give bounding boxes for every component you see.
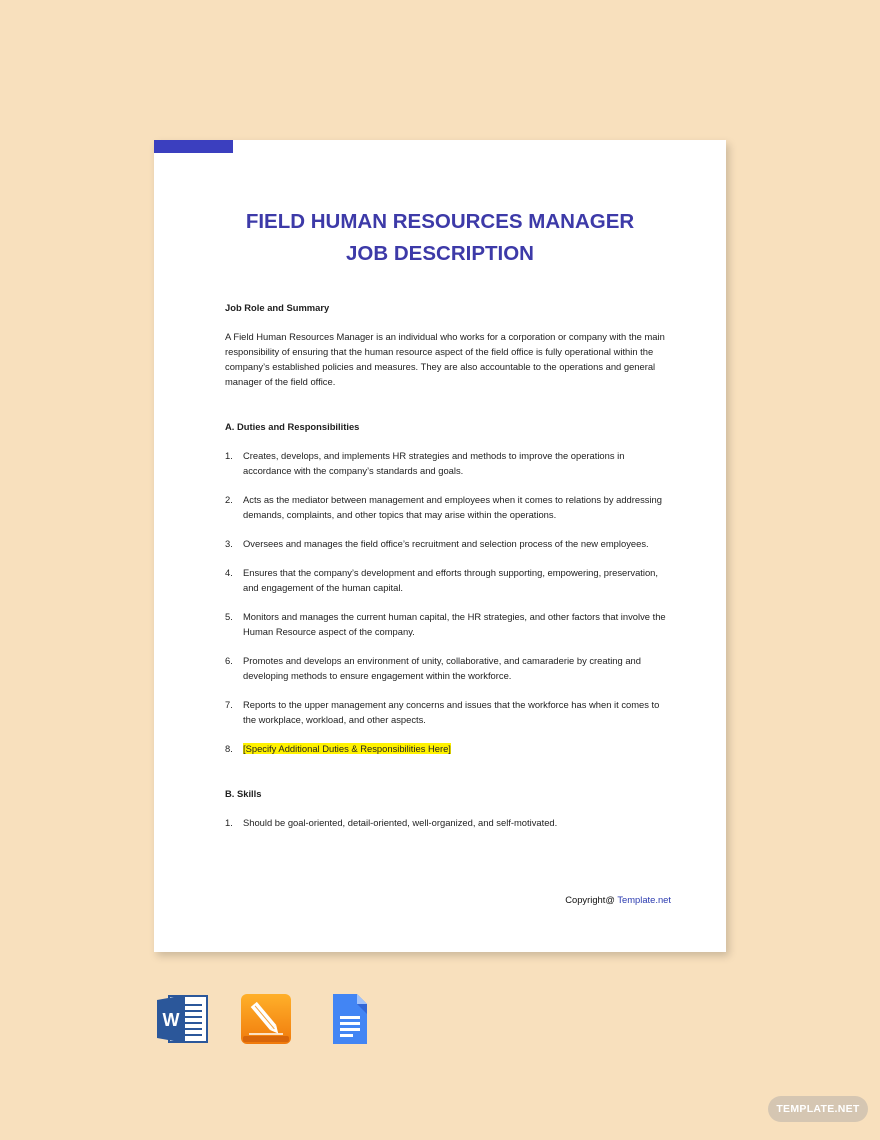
copyright-notice (565, 894, 671, 905)
list-item (225, 536, 673, 551)
list-item-text: Ensures that the company’s development and efforts through supporting, empowering, preservation, and engagement of the human capital. (243, 567, 659, 593)
document-content (225, 300, 673, 844)
list-item-text: Should be goal-oriented, detail-oriented, well-organized, and self-motivated. (243, 817, 558, 828)
list-item (225, 609, 673, 639)
list-item-text: Oversees and manages the field office’s recruitment and selection process of the new employees. (243, 538, 649, 549)
list-item-text: Promotes and develops an environment of unity, collaborative, and camaraderie by creating and developing methods to ensure engagement within the workforce. (243, 655, 641, 681)
document-page (154, 140, 726, 952)
copyright-label: Copyright@ (565, 894, 618, 905)
word-icon[interactable] (155, 992, 209, 1046)
word-letter: W (162, 1010, 180, 1030)
duties-list (225, 448, 673, 756)
list-item (225, 448, 673, 478)
list-item-text: Reports to the upper management any concerns and issues that the workforce has when it comes to the workplace, workload, and other aspects. (243, 699, 660, 725)
list-item (225, 653, 673, 683)
skills-list (225, 815, 673, 830)
list-item (225, 741, 673, 756)
title-line-2: JOB DESCRIPTION (346, 242, 534, 265)
accent-bar (154, 140, 233, 153)
list-number: 6. (225, 655, 233, 666)
list-number: 5. (225, 611, 233, 622)
duties-heading: A. Duties and Responsibilities (225, 421, 360, 432)
placeholder-highlight-text[interactable]: [Specify Additional Duties & Responsibilities Here] (243, 743, 451, 754)
summary-paragraph: A Field Human Resources Manager is an individual who works for a corporation or company with the main responsibility of ensuring that the human resource aspect of the field office is fully operational within the company’s established policies and measures. They are also accountable to the operations and general manager of the field office. (225, 331, 665, 387)
copyright-link[interactable]: Template.net (617, 894, 671, 905)
list-number: 1. (225, 450, 233, 461)
list-item (225, 565, 673, 595)
list-number: 8. (225, 743, 233, 754)
list-item-text: Acts as the mediator between management and employees when it comes to relations by addressing demands, complaints, and other topics that may arise within the operations. (243, 494, 662, 520)
list-item (225, 492, 673, 522)
app-icon-row (155, 992, 377, 1046)
skills-heading: B. Skills (225, 788, 262, 799)
google-docs-icon[interactable] (323, 992, 377, 1046)
pages-icon[interactable] (239, 992, 293, 1046)
list-number: 7. (225, 699, 233, 710)
list-number: 3. (225, 538, 233, 549)
list-item (225, 815, 673, 830)
list-item (225, 697, 673, 727)
list-number: 2. (225, 494, 233, 505)
title-line-1: FIELD HUMAN RESOURCES MANAGER (245, 210, 635, 233)
list-number: 1. (225, 817, 233, 828)
template-net-watermark: TEMPLATE.NET (768, 1096, 868, 1122)
list-item-text: Creates, develops, and implements HR strategies and methods to improve the operations in accordance with the company’s standards and goals. (243, 450, 625, 476)
list-number: 4. (225, 567, 233, 578)
list-item-text: Monitors and manages the current human capital, the HR strategies, and other factors that involve the Human Resource aspect of the company. (243, 611, 666, 637)
summary-heading: Job Role and Summary (225, 302, 330, 313)
document-title (154, 206, 726, 270)
